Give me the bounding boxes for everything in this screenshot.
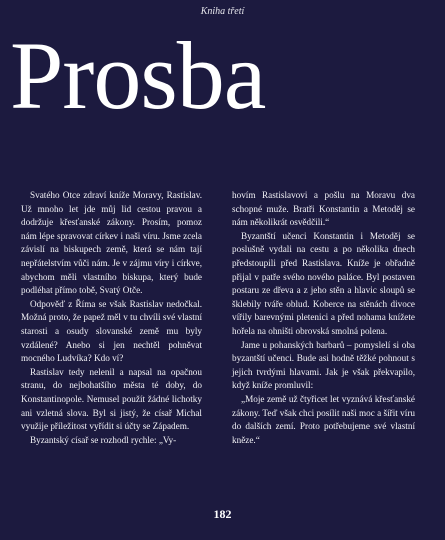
paragraph: hovím Rastislavovi a pošlu na Moravu dva schopné muže. Bratři Konstantin a Metoděj se nám několikrát osvědčili.“ (232, 190, 415, 228)
paragraph: Svatého Otce zdraví kníže Moravy, Rastislav. Už mnoho let jde můj lid cestou pravou a dodržuje křesťanské zákony. Prosím, pomoz nám lépe spravovat církev i naši víru. Jsme zcela závislí na biskupech země, která se nám tají nepřátelstvím vůči nám. Je v zájmu víry i církve, abychom měli vlastního biskupa, který bude podléhat přímo tobě, Svatý Otče. (21, 190, 202, 296)
paragraph: Byzantští učenci Konstantin i Metoděj se poslušně vydali na cestu a po několika dnech předstoupili před Rastislava. Kníže je obřadně přijal v patře svého nového paláce. Byl postaven postaru ze dřeva a z jeho stěn a hlavic sloupů se šklebily tváře oblud. Koberce na stěnách divoce vířily barevnými pletenici a před nohama knížete hořela na ohništi obrovská smolná polena. (232, 230, 415, 336)
paragraph: Odpověď z Říma se však Rastislav nedočkal. Možná proto, že papež měl v tu chvíli své vlastní starosti a osudy slovanské země mu byly vzdálené? Anebo si jen nechtěl pohněvat mocného Ludvíka? Kdo ví? (21, 298, 202, 364)
paragraph: Rastislav tedy nelenil a napsal na opačnou stranu, do nejbohatšího města té doby, do Konstantinopole. Nemusel použít žádné lichotky ani vzletná slova. Byl si jistý, že císař Michal využije příležitost vyřídit si účty se Západem. (21, 366, 202, 432)
page-number: 182 (213, 507, 232, 521)
book-label: Kniha třetí (200, 6, 245, 17)
paragraph: „Moje země už čtyřicet let vyznává křesťanské zákony. Teď však chci posílit naši moc a šířit víru do dalších zemí. Proto potřebujeme své vlastní kněze.“ (232, 393, 415, 445)
right-column (232, 189, 415, 447)
paragraph: Jame u pohanských barbarů – pomyslelí si oba byzantští učenci. Bude asi hodně těžké pohnout s jejich tvrdými hlavami. Jak je však překvapilo, když kníže promluvil: (232, 339, 415, 391)
paragraph: Byzantský císař se rozhodl rychle: „Vy- (30, 434, 177, 445)
left-column (21, 189, 202, 447)
chapter-title: Prosba (10, 22, 266, 129)
